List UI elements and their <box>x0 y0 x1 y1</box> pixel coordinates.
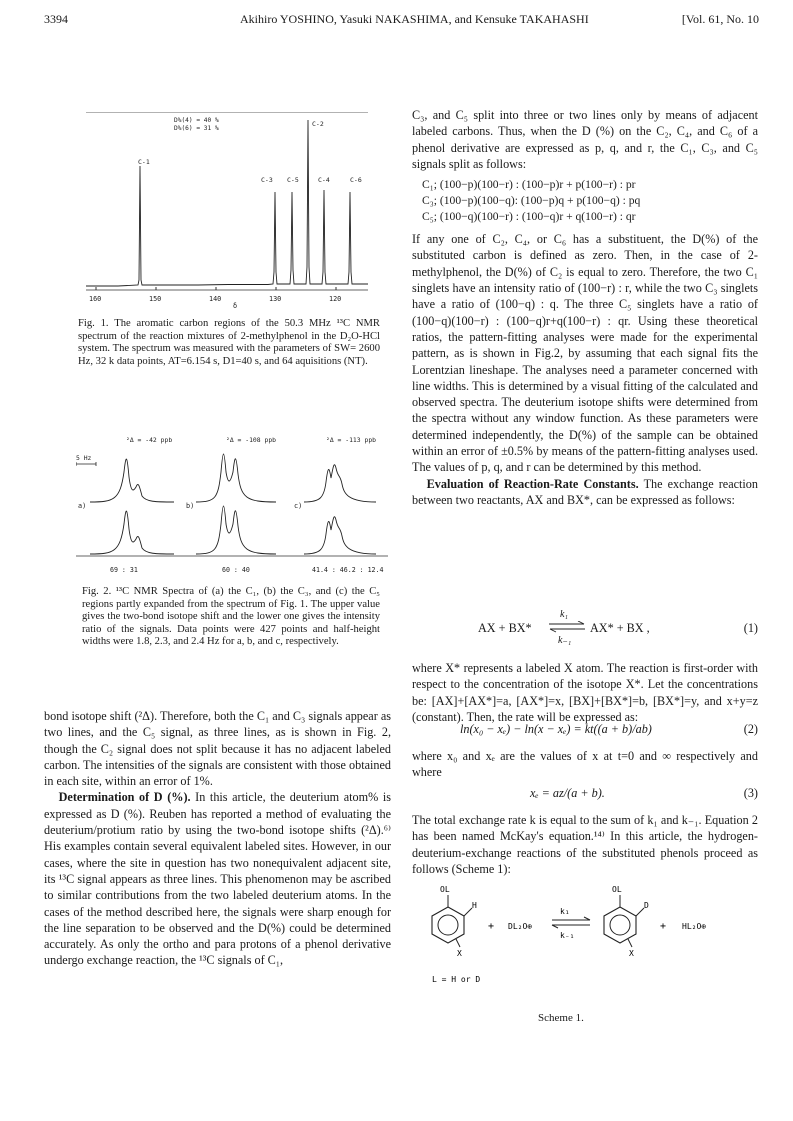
fig2-ratio-b: 60 : 40 <box>222 566 250 574</box>
right-paragraph-1: C₃, and C₅ split into three or two lines only by means of adjacent labeled carbons. Thus, when the D (%) on the C₂, C₄, and C₆ of a phenol derivative are expressed as p, q, and r, the C₁, C₃, and C₅ signals split as follows: <box>412 108 758 171</box>
peak-label-c5: C-5 <box>287 176 299 184</box>
scheme-ol-right: OL <box>612 885 622 894</box>
author-line: Akihiro YOSHINO, Yasuki NAKASHIMA, and Kensuke TAKAHASHI <box>240 12 589 26</box>
eq1-k1: k₁ <box>560 609 568 620</box>
scheme-note: L = H or D <box>432 975 481 984</box>
scheme-plus-1: + <box>488 921 495 932</box>
scheme-plus-2: + <box>660 921 667 932</box>
figure-1-caption: Fig. 1. The aromatic carbon regions of the 50.3 MHz ¹³C NMR spectrum of the reaction mixtures of 2-methylphenol in the D₂O-HCl system. The spectrum was measured with the parameters of SW= 2600 Hz, 32 k data points, AT=6.154 s, D1=40 s, and 64 aquisitions (NT). <box>78 318 380 367</box>
page-number: 3394 <box>44 12 68 26</box>
scheme-reagent: DL₂O⊕ <box>508 922 533 931</box>
fig1-tick-150: 150 <box>149 295 162 303</box>
volume-info: [Vol. 61, No. 10 <box>681 12 759 26</box>
fig1-axis-label: δ <box>233 302 238 310</box>
scheme-product: HL₂O⊕ <box>682 922 707 931</box>
eq1-left: AX + BX* <box>478 621 532 635</box>
right-column-top <box>412 107 758 508</box>
split-patterns <box>412 177 758 225</box>
fig2-panel-b: b) <box>186 502 195 510</box>
scheme-x-right: X <box>629 949 634 958</box>
split-c5: C₅; (100−q)(100−r) : (100−q)r + q(100−r) : qr <box>422 210 636 224</box>
peak-label-c3: C-3 <box>261 176 273 184</box>
fig2-trace-a-lower <box>90 511 174 554</box>
fig2-shift-c: ²Δ = -113 ppb <box>326 436 377 444</box>
peak-label-c2: C-2 <box>312 120 324 128</box>
equation-2 <box>460 722 758 737</box>
right-paragraph-3: Evaluation of Reaction-Rate Constants. The exchange reaction between two reactants, AX and BX*, can be expressed as follows: <box>412 476 758 507</box>
right-paragraph-6: The total exchange rate k is equal to the sum of k₁ and k₋₁. Equation 2 has been named McKay's equation.¹⁴⁾ In this article, the hydrogen-deuterium-exchange reactions of the substituted phenols proceed as follows (Scheme 1): <box>412 813 758 876</box>
section-heading-evaluation: Evaluation of Reaction-Rate Constants. <box>426 476 639 491</box>
fig2-trace-c-upper <box>304 465 376 502</box>
benzene-ring-right <box>604 907 636 943</box>
fig2-trace-a-upper <box>90 459 174 502</box>
fig2-scale-label: 5 Hz <box>76 454 92 462</box>
fig2-trace-c-lower <box>304 517 376 554</box>
scheme-k1: k₁ <box>560 907 570 916</box>
scheme-k-1: k₋₁ <box>560 931 575 940</box>
split-c3: C₃; (100−p)(100−q): (100−p)q + p(100−q) : pq <box>422 194 641 208</box>
fig2-panel-c: c) <box>294 502 303 510</box>
section-heading-determination: Determination of D (%). <box>58 790 191 805</box>
eq2-number: (2) <box>743 722 758 736</box>
scheme-h-label: H <box>472 901 477 910</box>
equilibrium-arrows <box>548 621 586 633</box>
fig2-shift-b: ²Δ = -108 ppb <box>226 436 277 444</box>
split-c1: C₁; (100−p)(100−r) : (100−p)r + p(100−r) : pr <box>422 178 636 192</box>
right-paragraph-5: where x₀ and xₑ are the values of x at t=0 and ∞ respectively and where <box>412 749 758 780</box>
peak-label-c4: C-4 <box>318 176 330 184</box>
eq2-body: ln(x₀ − xₑ) − ln(x − xₑ) = kt((a + b)/ab) <box>460 722 652 736</box>
left-paragraph-2 <box>44 789 391 968</box>
benzene-ring-left <box>432 907 464 943</box>
peak-label-c1: C-1 <box>138 158 150 166</box>
scheme-x-left: X <box>457 949 462 958</box>
equation-3 <box>530 786 758 801</box>
fig1-tick-140: 140 <box>209 295 222 303</box>
fig2-ratio-c: 41.4 : 46.2 : 12.4 <box>312 566 384 574</box>
figure-1-spectrum <box>78 112 378 312</box>
figure-2-caption: Fig. 2. ¹³C NMR Spectra of (a) the C₁, (b) the C₃, and (c) the C₅ regions partly expanded from the spectrum of Fig. 1. The upper value gives the two-bond isotope shift and the lower one gives the intensity ratio of the signals. Data points were 427 points and half-height widths were 1.8, 2.3, and 2.4 Hz for a, b, and c, respectively. <box>82 586 380 648</box>
fig2-panel-a: a) <box>78 502 87 510</box>
figure-1 <box>78 112 378 312</box>
figure-2-spectra <box>76 432 388 582</box>
right-paragraph-4: where X* represents a labeled X atom. The reaction is first-order with respect to the concentration of the isotope X*. Let the concentrations be: [AX]+[AX*]=a, [AX*]=x, [BX]+[BX*]=b, [BX*]=y, and x+y=z (constant). Then, the rate will be expressed as: <box>412 661 758 724</box>
fig1-tick-120: 120 <box>329 295 342 303</box>
equation-1 <box>478 609 758 649</box>
scheme-caption: Scheme 1. <box>538 1012 584 1024</box>
fig2-shift-a: ²Δ = -42 ppb <box>126 436 173 444</box>
fig1-annotation-2: D%(6) = 31 % <box>174 125 219 132</box>
running-header <box>44 12 759 30</box>
eq1-right: AX* + BX , <box>590 621 650 635</box>
scheme-ol-left: OL <box>440 885 450 894</box>
scheme-1 <box>420 880 760 1030</box>
figure-2 <box>76 432 388 582</box>
right-paragraph-2: If any one of C₂, C₄, or C₆ has a substituent, the D(%) of the substituted carbon is defined as zero. Then, in the case of 2-methylphenol, the D(%) of C₂ is equal to zero. Therefore, the two C₁ singlets have an intensity ratio of (100−r) : r, while the two C₃ singlets have a ratio of (100−q) : q. The three C₅ singlets have a ratio of (100−q)(100−r) : (100−q)r+q(100−r) : qr. Using these theoretical ratios, the pattern-fitting analyses were made for the experimental pattern, as is shown in Fig.2, by assuming that each signal fits the Lorentzian lineshape. The analyses need a parameter concerned with line widths. This is determined by a visual fitting of the calculated and observed spectra. The deuterium isotope shifts were determined from the spectra without any window function. As these parameters were determined independently, the D(%) of the sample can be obtained within an error of ±0.5% by means of the pattern-fitting analyses used. The values of p, q, and r can be determined by this method. <box>412 232 758 475</box>
left-paragraph-1: bond isotope shift (²Δ). Therefore, both the C₁ and C₃ signals appear as two lines, and the C₅ signal, as three lines, as is shown in Fig. 2, though the C₂ signal does not split because it has no adjacent labeled carbon. The intensities of the signals are consistent with those obtained in each site, within an error of 1%. <box>44 709 391 789</box>
left-paragraph-2-body: In this article, the deuterium atom% is expressed as D (%). Reuben has reported a method of evaluating the deuterium/protium ratio by using the two-bond isotope shifts (²Δ).⁶⁾ His examples contain several equivalent labeled sites. However, in our cases, where the site in question has two nonequivalent adjacent site, its ¹³C signal appears as three lines. This phenomenon may be ascribed to similar contributions from the two labeled deuterium atoms. In the cases of the method described here, the signals were sharp enough for the line separation to be observed and the D(%) could be determined accurately. As only the ortho and para protons of a phenol derivative undergo exchange reaction, the ¹³C signals of C₁, <box>44 790 392 968</box>
scheme-1-diagram <box>420 880 760 1010</box>
eq1-k-1: k₋₁ <box>558 635 572 646</box>
scheme-d-label: D <box>644 901 649 910</box>
fig2-trace-b-lower <box>196 506 276 554</box>
eq3-number: (3) <box>743 786 758 800</box>
fig2-ratio-a: 69 : 31 <box>110 566 138 574</box>
eq1-number: (1) <box>743 621 758 635</box>
fig1-annotation-1: D%(4) = 40 % <box>174 117 219 124</box>
peak-label-c6: C-6 <box>350 176 362 184</box>
fig2-trace-b-upper <box>196 454 276 502</box>
left-column-text <box>44 708 391 969</box>
fig1-tick-130: 130 <box>269 295 282 303</box>
eq3-body: xₑ = az/(a + b). <box>530 786 605 800</box>
fig1-spectrum-trace <box>86 120 368 286</box>
fig1-tick-160: 160 <box>89 295 102 303</box>
